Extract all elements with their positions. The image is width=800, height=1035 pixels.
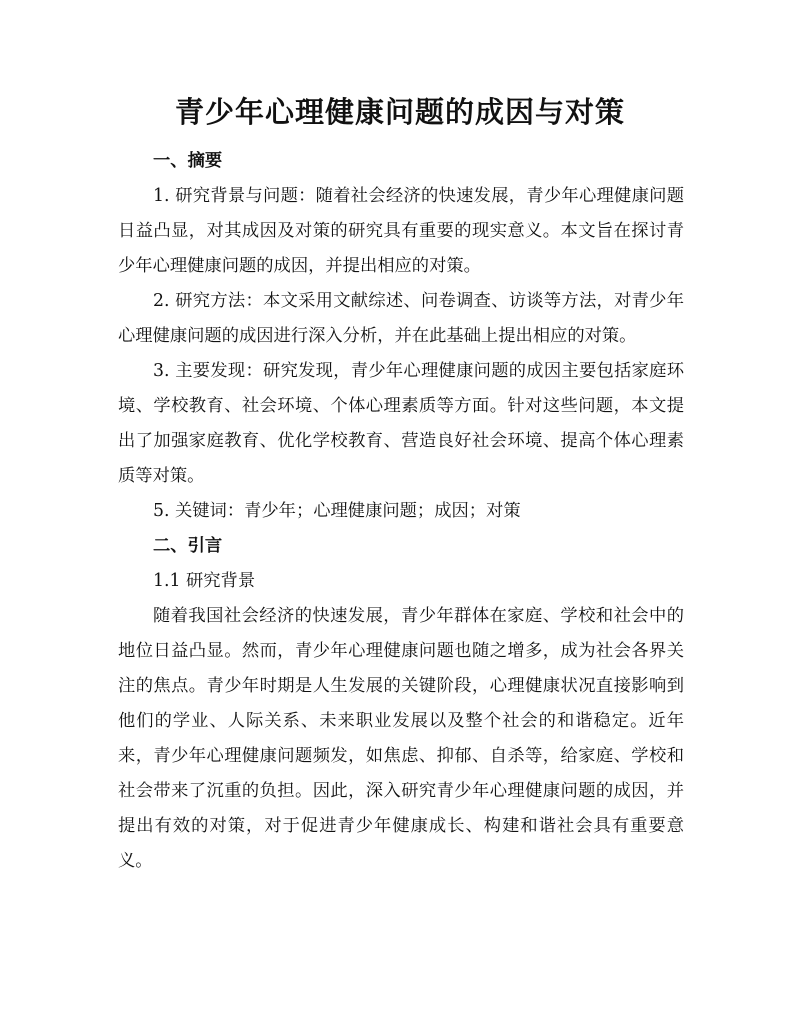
introduction-paragraph: 随着我国社会经济的快速发展，青少年群体在家庭、学校和社会中的地位日益凸显。然而，青少年心理健康问题也随之增多，成为社会各界关注的焦点。青少年时期是人生发展的关键阶段，心理健康状况直接影响到他们的学业、人际关系、未来职业发展以及整个社会的和谐稳定。近年来，青少年心理健康问题频发，如焦虑、抑郁、自杀等，给家庭、学校和社会带来了沉重的负担。因此，深入研究青少年心理健康问题的成因，并提出有效的对策，对于促进青少年健康成长、构建和谐社会具有重要意义。 <box>118 606 684 871</box>
subsection-heading-background: 1.1 研究背景 <box>153 571 256 591</box>
abstract-item-keywords: 5. 关键词：青少年；心理健康问题；成因；对策 <box>153 501 521 521</box>
abstract-item-methods: 2. 研究方法：本文采用文献综述、问卷调查、访谈等方法，对青少年心理健康问题的成因进行深入分析，并在此基础上提出相应的对策。 <box>118 291 684 346</box>
document-title: 青少年心理健康问题的成因与对策 <box>174 95 625 129</box>
abstract-item-findings: 3. 主要发现：研究发现，青少年心理健康问题的成因主要包括家庭环境、学校教育、社会环境、个体心理素质等方面。针对这些问题，本文提出了加强家庭教育、优化学校教育、营造良好社会环境、提高个体心理素质等对策。 <box>118 361 684 486</box>
section-heading-abstract: 一、摘要 <box>153 151 223 171</box>
abstract-item-background: 1. 研究背景与问题：随着社会经济的快速发展，青少年心理健康问题日益凸显，对其成因及对策的研究具有重要的现实意义。本文旨在探讨青少年心理健康问题的成因，并提出相应的对策。 <box>118 186 684 276</box>
document-body <box>118 144 684 879</box>
section-heading-introduction: 二、引言 <box>153 536 223 556</box>
